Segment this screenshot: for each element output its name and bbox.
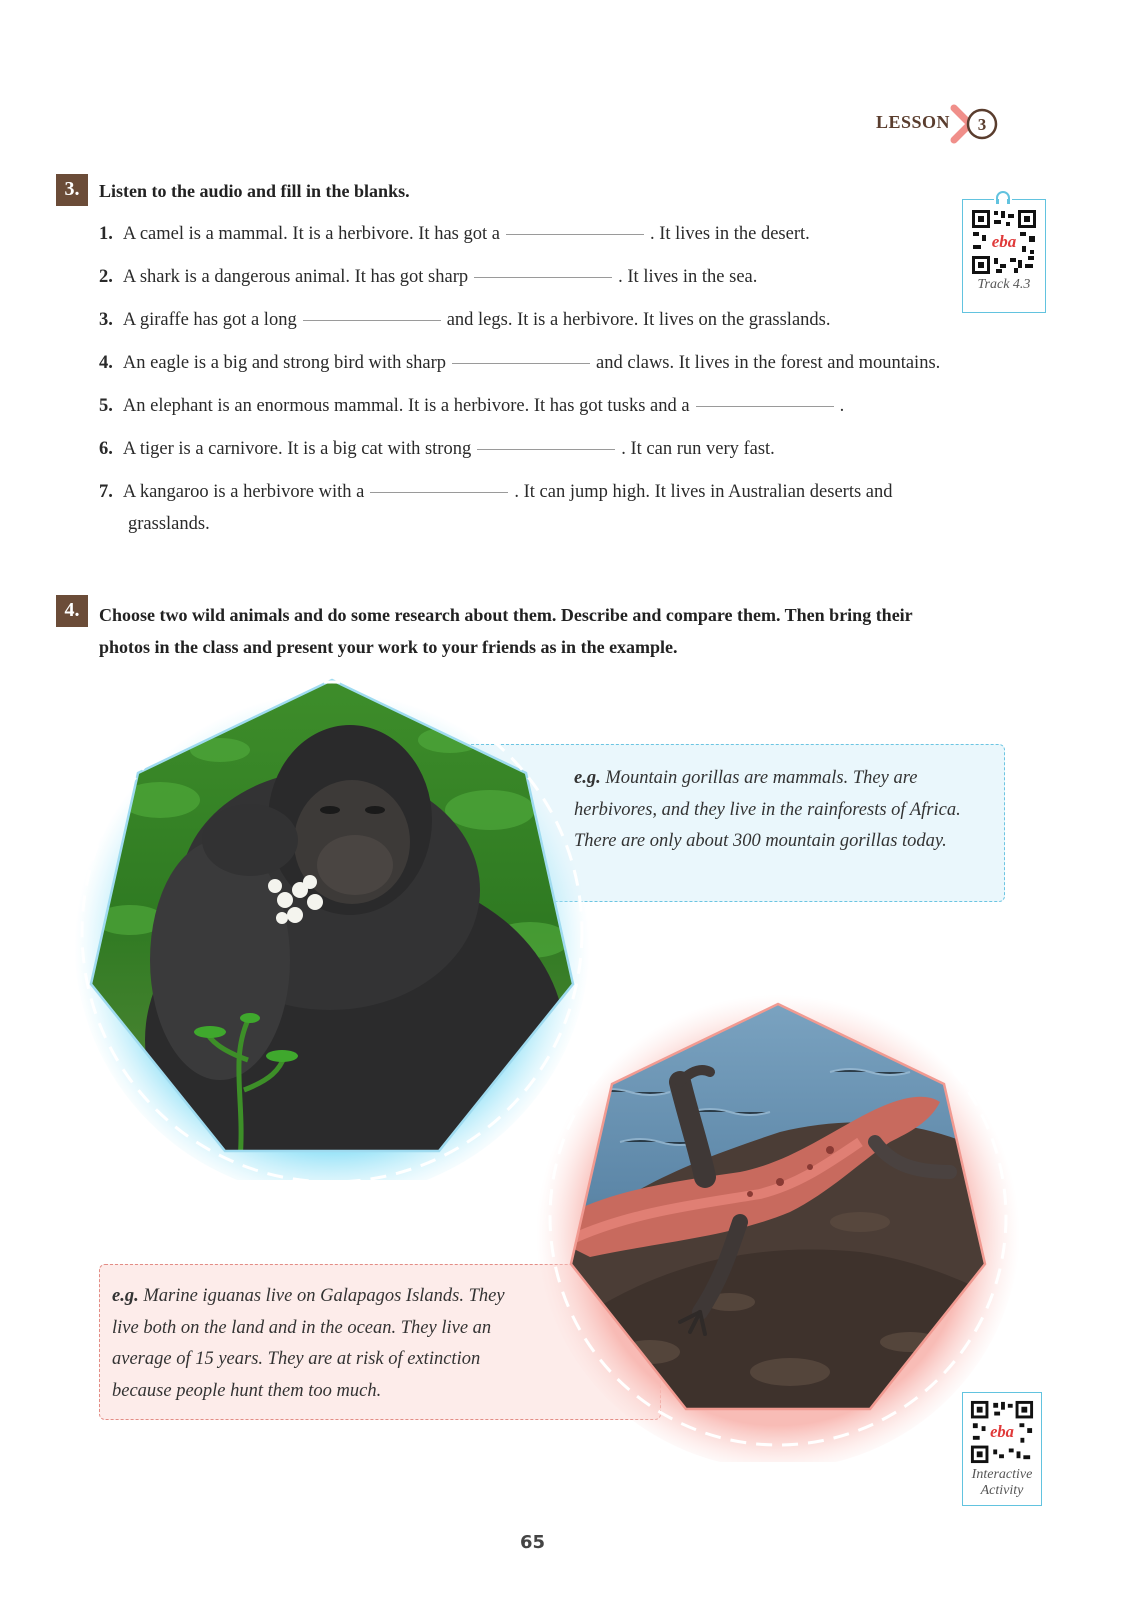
example-lead: e.g. xyxy=(574,768,601,788)
qr-logo: eba xyxy=(991,232,1017,251)
blank-field[interactable] xyxy=(370,491,508,493)
qr-track-box[interactable] xyxy=(962,199,1046,313)
example-gorilla-line-2: herbivores, and they live in the rainforests of Africa. xyxy=(574,799,961,820)
example-gorilla-line-3: There are only about 300 mountain gorillas today. xyxy=(574,831,947,851)
qr-code-icon xyxy=(970,208,1038,276)
blank-field[interactable] xyxy=(477,448,615,450)
example-iguana-line-2: live both on the land and in the ocean. They live an xyxy=(112,1317,492,1338)
example-iguana-line-1: Marine iguanas live on Galapagos Islands. They xyxy=(143,1286,505,1306)
example-gorilla-line-1: Mountain gorillas are mammals. They are xyxy=(605,768,918,788)
qr-interactive-caption-line-2: Activity xyxy=(980,1483,1024,1498)
exercise-3-item-4: 4. An eagle is a big and strong bird with sharp and claws. It lives in the forest and mountains. xyxy=(99,353,941,373)
blank-field[interactable] xyxy=(474,276,612,278)
lesson-x-icon xyxy=(948,104,1000,144)
exercise-4-title-line-2: photos in the class and present your work to your friends as in the example. xyxy=(99,637,678,657)
exercise-3-item-2: 2. A shark is a dangerous animal. It has got sharp . It lives in the sea. xyxy=(99,267,758,287)
exercise-3-item-1: 1. A camel is a mammal. It is a herbivore. It has got a . It lives in the desert. xyxy=(99,224,810,244)
exercise-3-item-3: 3. A giraffe has got a long and legs. It is a herbivore. It lives on the grasslands. xyxy=(99,310,831,330)
exercise-3-item-5: 5. An elephant is an enormous mammal. It is a herbivore. It has got tusks and a . xyxy=(99,396,845,416)
exercise-4-number: 4. xyxy=(56,595,88,627)
example-lead: e.g. xyxy=(112,1286,139,1306)
exercise-3-title: Listen to the audio and fill in the blanks. xyxy=(99,181,410,201)
exercise-3-item-7: 7. A kangaroo is a herbivore with a . It can jump high. It lives in Australian deserts and xyxy=(99,482,893,502)
blank-field[interactable] xyxy=(303,319,441,321)
blank-field[interactable] xyxy=(696,405,834,407)
qr-interactive-caption-line-1: Interactive xyxy=(971,1467,1033,1482)
qr-logo: eba xyxy=(990,1421,1014,1441)
lesson-number: 3 xyxy=(977,115,987,134)
blank-field[interactable] xyxy=(452,362,590,364)
example-iguana-line-4: because people hunt them too much. xyxy=(112,1380,382,1401)
page-number: 65 xyxy=(520,1532,546,1553)
exercise-3-item-6: 6. A tiger is a carnivore. It is a big cat with strong . It can run very fast. xyxy=(99,439,775,459)
gorilla-photo xyxy=(70,660,590,1180)
blank-field[interactable] xyxy=(506,233,644,235)
qr-code-icon xyxy=(969,1399,1035,1465)
iguana-photo xyxy=(530,972,1020,1462)
headphones-icon xyxy=(994,191,1012,205)
lesson-label: LESSON xyxy=(876,112,951,132)
qr-track-caption: Track 4.3 xyxy=(977,277,1031,292)
exercise-4-title-line-1: Choose two wild animals and do some research about them. Describe and compare them. Then bring their xyxy=(99,605,913,625)
example-iguana-line-3: average of 15 years. They are at risk of extinction xyxy=(112,1349,481,1369)
exercise-3-number: 3. xyxy=(56,174,88,206)
exercise-3-item-7-continuation: grasslands. xyxy=(128,514,210,534)
qr-interactive-box[interactable] xyxy=(962,1392,1042,1506)
lesson-badge xyxy=(876,104,1006,144)
